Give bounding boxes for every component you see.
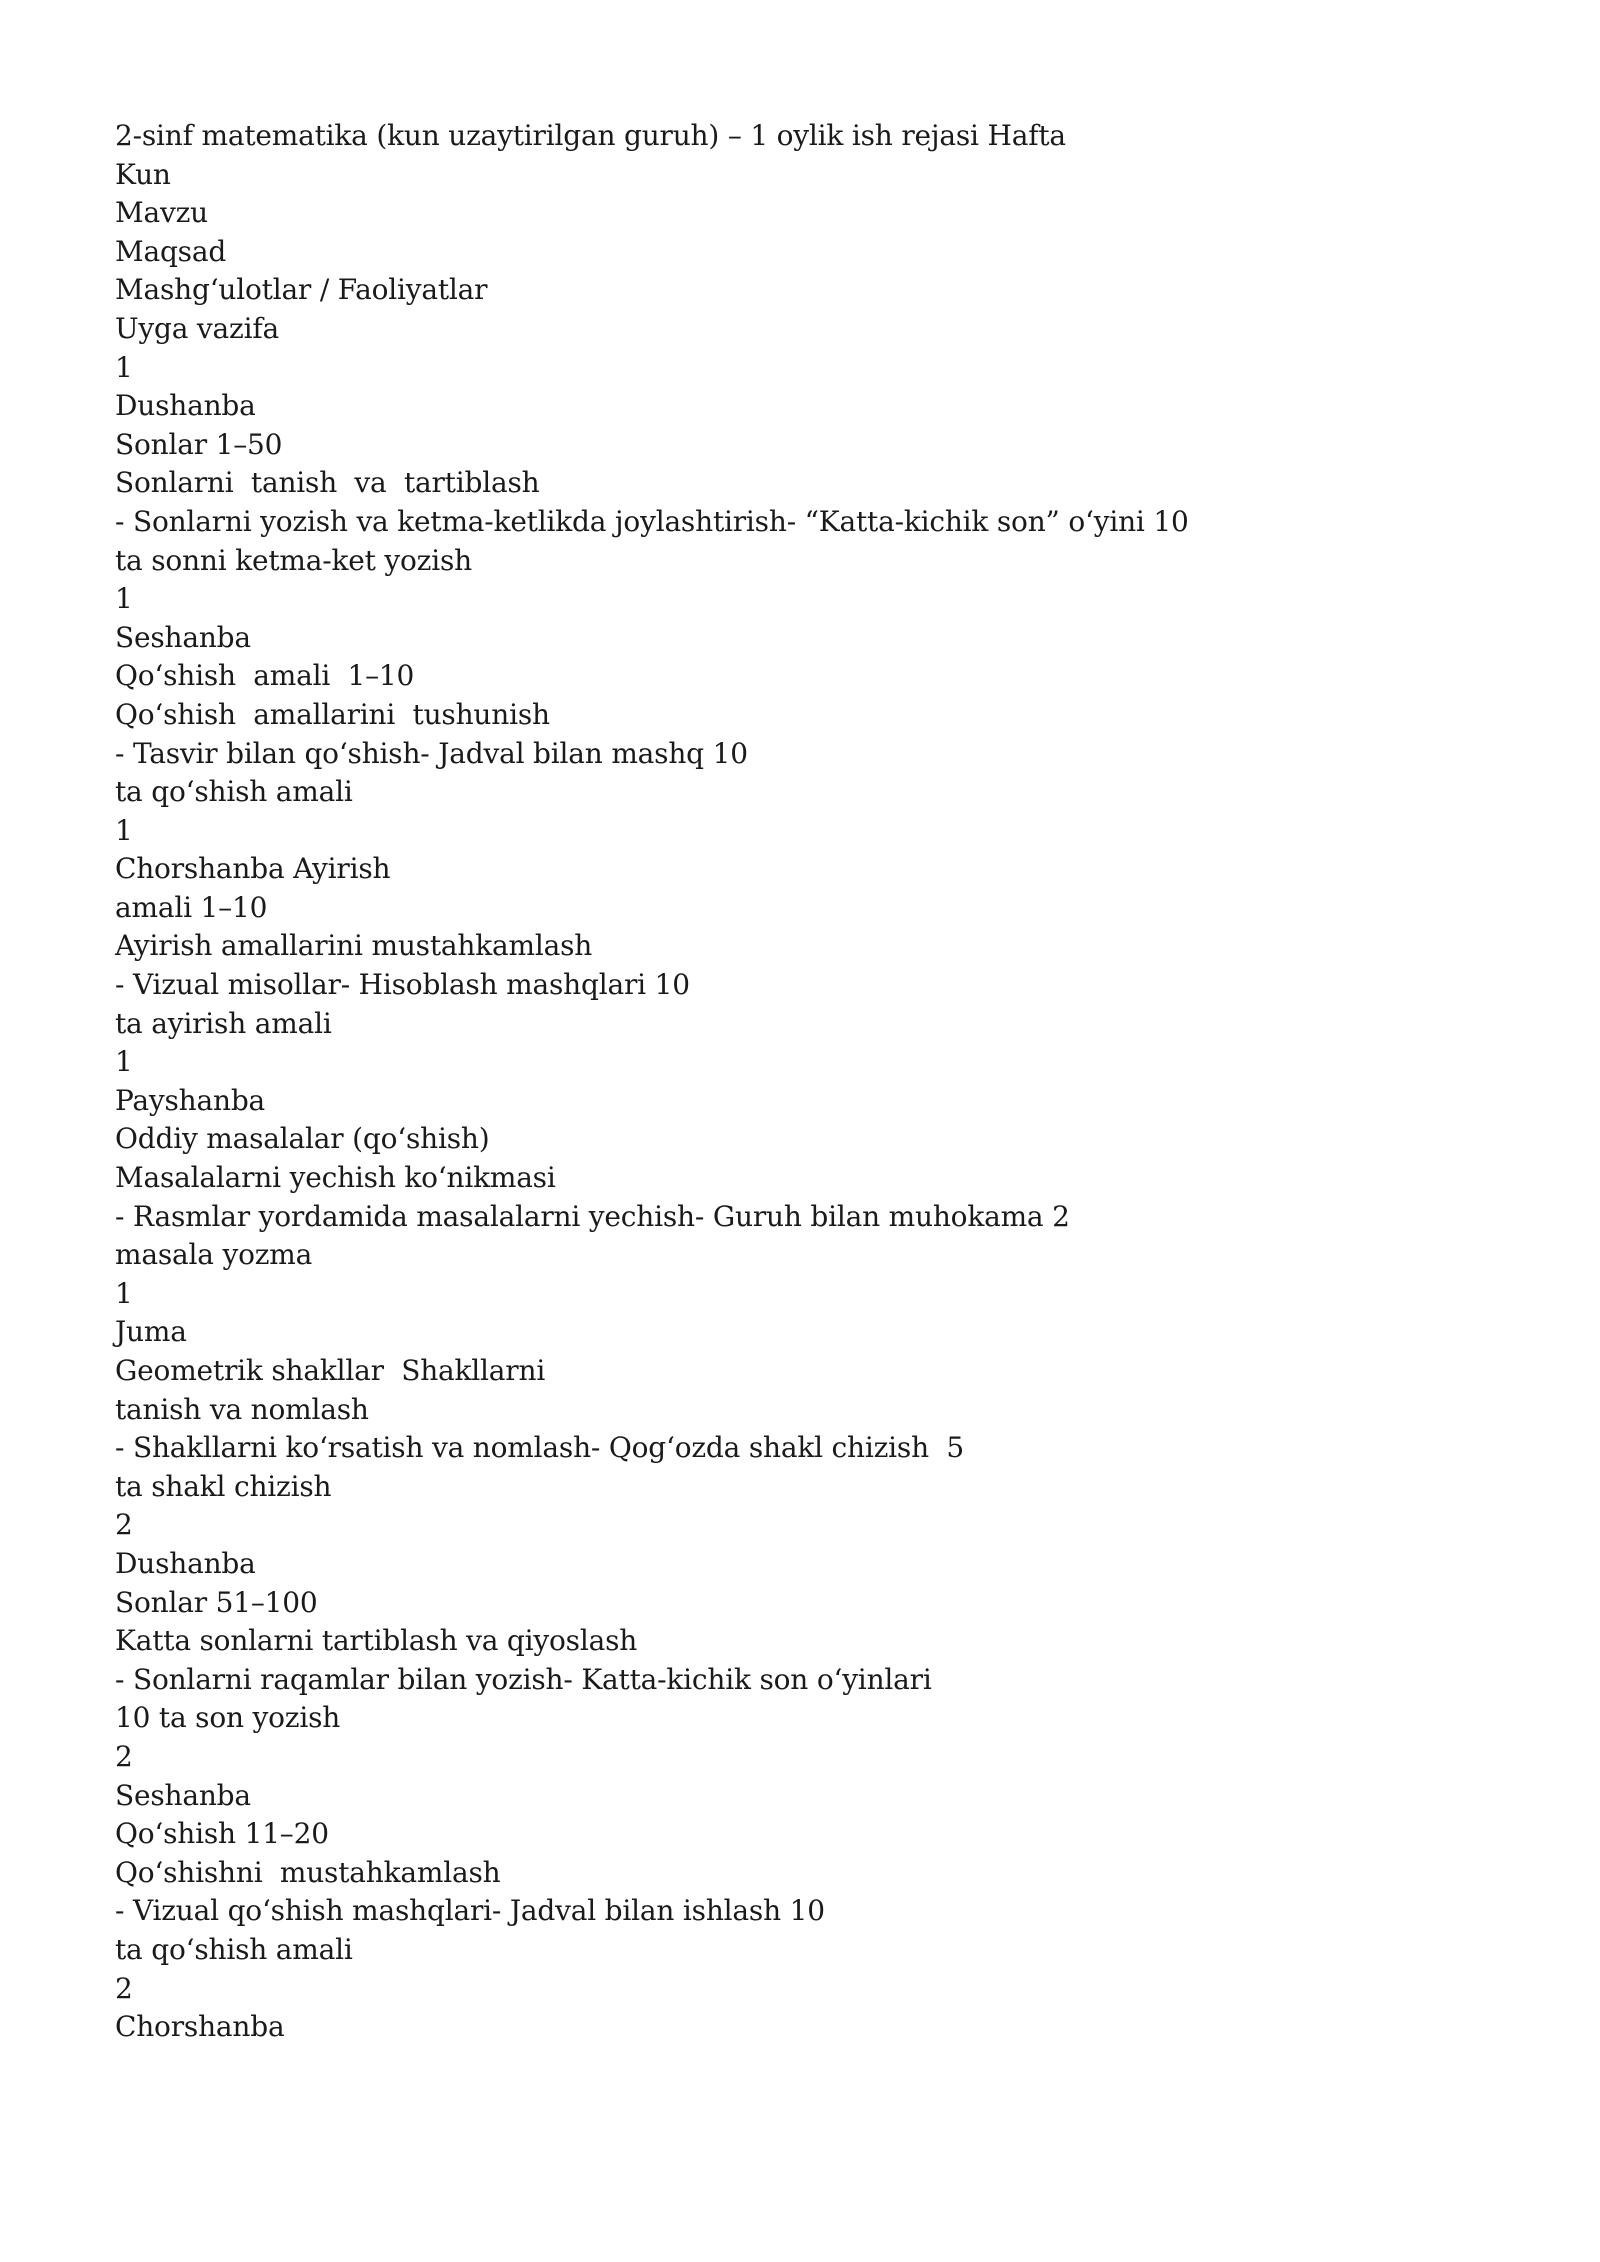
- text-line: 1: [115, 582, 133, 616]
- text-line: 1: [115, 1045, 133, 1079]
- text-line: Sonlarni tanish va tartiblash: [115, 466, 540, 500]
- text-line: Dushanba: [115, 1546, 256, 1580]
- text-line: Geometrik shakllar Shakllarni: [115, 1354, 546, 1387]
- text-line: Qo‘shish 11–20: [115, 1817, 329, 1851]
- text-line: Chorshanba Ayirish: [115, 852, 391, 886]
- text-line: Uyga vazifa: [115, 311, 280, 345]
- text-line: masala yozma: [115, 1238, 313, 1272]
- text-line: ta sonni ketma-ket yozish: [115, 543, 472, 577]
- text-line: 10 ta son yozish: [115, 1701, 341, 1735]
- text-line: Mashg‘ulotlar / Faoliyatlar: [115, 273, 488, 307]
- text-line: - Sonlarni raqamlar bilan yozish- Katta-kichik son o‘yinlari: [115, 1662, 932, 1696]
- text-line: - Rasmlar yordamida masalalarni yechish- Guruh bilan muhokama 2: [115, 1199, 1070, 1233]
- text-line: Masalalarni yechish ko‘nikmasi: [115, 1161, 556, 1195]
- text-line: - Shakllarni ko‘rsatish va nomlash- Qog‘ozda shakl chizish 5: [115, 1431, 964, 1465]
- text-line: Qo‘shish amallarini tushunish: [115, 697, 550, 731]
- text-line: 1: [115, 1276, 133, 1310]
- text-line: Sonlar 51–100: [115, 1585, 318, 1619]
- text-line: Seshanba: [115, 620, 251, 654]
- text-line: tanish va nomlash: [115, 1392, 369, 1426]
- text-line: ta shakl chizish: [115, 1469, 332, 1503]
- text-line: Juma: [115, 1315, 187, 1349]
- text-line: Seshanba: [115, 1778, 251, 1812]
- text-line: ta qo‘shish amali: [115, 1932, 353, 1966]
- text-line: 2: [115, 1739, 133, 1773]
- text-line: ta qo‘shish amali: [115, 775, 353, 809]
- text-line: ta ayirish amali: [115, 1006, 332, 1040]
- text-line: Sonlar 1–50: [115, 427, 283, 461]
- text-line: Maqsad: [115, 234, 227, 268]
- text-line: Dushanba: [115, 389, 256, 423]
- text-line: Mavzu: [115, 196, 208, 230]
- text-line: - Sonlarni yozish va ketma-ketlikda joylashtirish- “Katta-kichik son” o‘yini 10: [115, 504, 1189, 538]
- text-line: 2: [115, 1508, 133, 1542]
- text-line: Katta sonlarni tartiblash va qiyoslash: [115, 1624, 638, 1658]
- document-body: [115, 117, 1495, 2047]
- text-line: - Tasvir bilan qo‘shish- Jadval bilan mashq 10: [115, 736, 748, 770]
- text-line: Qo‘shishni mustahkamlash: [115, 1855, 501, 1889]
- text-line: Payshanba: [115, 1083, 266, 1117]
- text-line: - Vizual qo‘shish mashqlari- Jadval bilan ishlash 10: [115, 1894, 825, 1928]
- text-line: amali 1–10: [115, 890, 268, 924]
- text-line: - Vizual misollar- Hisoblash mashqlari 10: [115, 968, 690, 1002]
- text-line: Ayirish amallarini mustahkamlash: [115, 929, 593, 963]
- text-line: Oddiy masalalar (qo‘shish): [115, 1122, 490, 1156]
- text-line: 1: [115, 350, 133, 384]
- text-line: 2: [115, 1971, 133, 2005]
- text-line: 2-sinf matematika (kun uzaytirilgan guruh) – 1 oylik ish rejasi Hafta: [115, 119, 1066, 152]
- text-line: Kun: [115, 157, 171, 191]
- text-line: Chorshanba: [115, 2010, 285, 2044]
- text-line: Qo‘shish amali 1–10: [115, 659, 415, 693]
- text-line: 1: [115, 813, 133, 847]
